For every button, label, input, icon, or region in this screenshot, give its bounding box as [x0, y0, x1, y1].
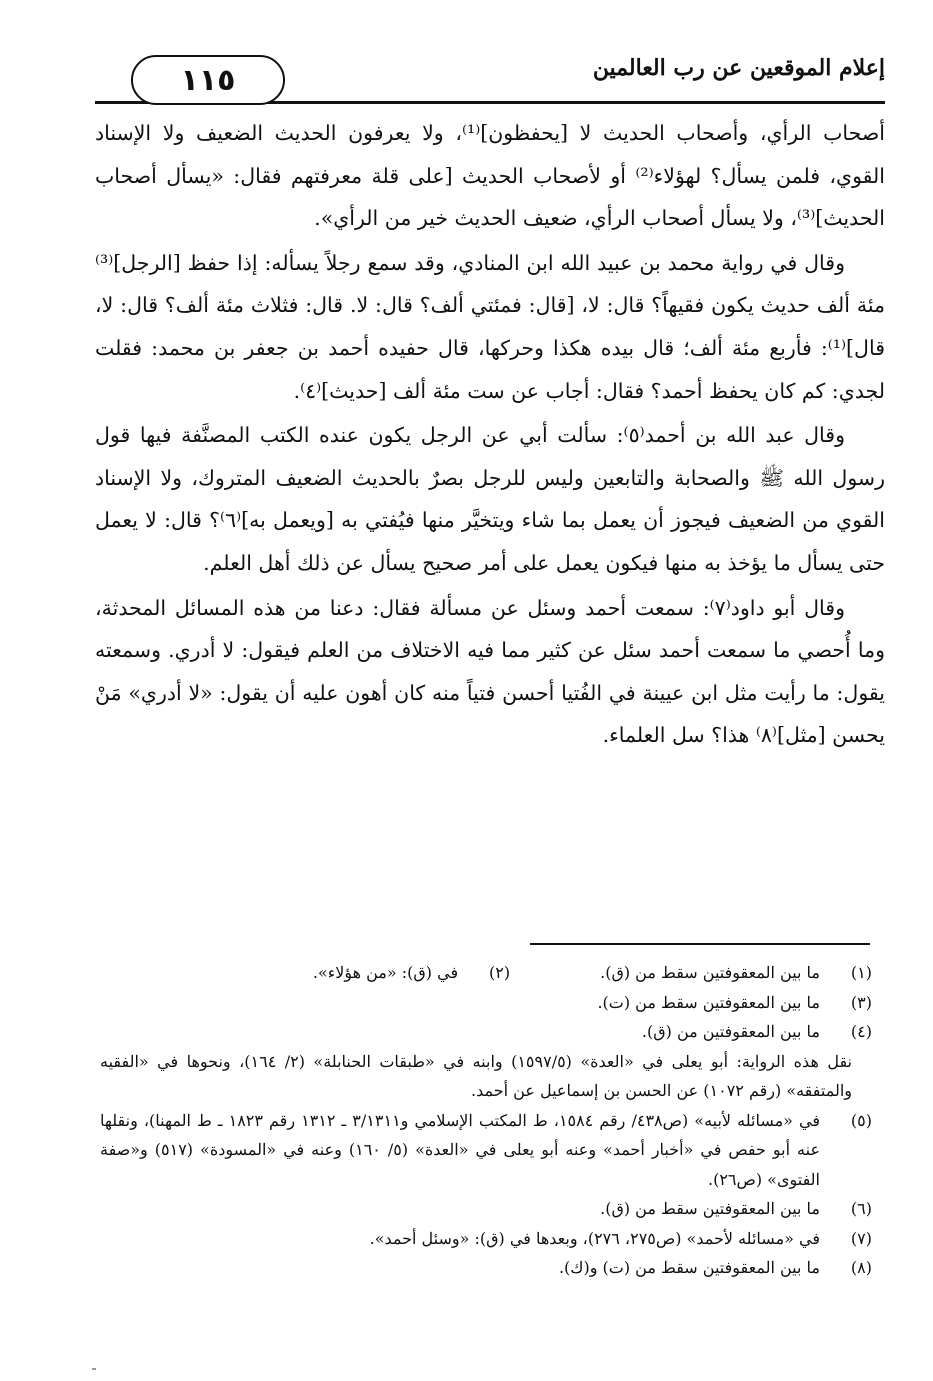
paragraph-1: أصحاب الرأي، وأصحاب الحديث لا [يحفظون]⁽¹⁾، ولا يعرفون الحديث الضعيف ولا الإسناد القوي، فلمن يسأل؟ لهؤلاء⁽²⁾ أو لأصحاب الحديث [على قلة معرفتهم فقال: «يسأل أصحاب الحديث]⁽³⁾، ولا يسأل أصحاب الرأي، ضعيف الحديث خير من الرأي». [95, 121, 885, 231]
footnote-text: ما بين المعقوفتين من (ق). [641, 1022, 820, 1041]
footnote-4 [100, 1017, 872, 1047]
footnote-text: ما بين المعقوفتين سقط من (ت) و(ك). [558, 1258, 820, 1277]
footnote-8 [100, 1253, 872, 1283]
footnote-number: (٥) [850, 1110, 872, 1130]
book-title: إعلام الموقعين عن رب العالمين [592, 55, 885, 81]
footnote-number: (٧) [850, 1228, 872, 1248]
paragraph-3: وقال عبد الله بن أحمد⁽٥⁾: سألت أبي عن الرجل يكون عنده الكتب المصنَّفة فيها قول رسول الله ﷺ والصحابة والتابعين وليس للرجل بصرٌ بالحديث الضعيف المتروك، ولا الإسناد القوي من الضعيف فيجوز أن يعمل بما شاء ويتخيَّر منها فيُفتي به [ويعمل به]⁽٦⁾؟ قال: لا يعمل حتى يسأل ما يؤخذ به منها فيكون يعمل على أمر صحيح يسأل عن ذلك أهل العلم. [95, 423, 885, 575]
paragraph-4: وقال أبو داود⁽٧⁾: سمعت أحمد وسئل عن مسألة فقال: دعنا من هذه المسائل المحدثة، وما أُحصي ما سمعت أحمد سئل عن كثير مما فيه الاختلاف من العلم فيقول: لا أدري. وسمعته يقول: ما رأيت مثل ابن عيينة في الفُتيا أحسن فتياً منه كان أهون عليه أن يقول: «لا أدري» مَنْ يحسن [مثل]⁽٨⁾ هذا؟ سل العلماء. [95, 595, 885, 748]
footnote-separator [530, 943, 870, 945]
footnote-4-continuation: نقل هذه الرواية: أبو يعلى في «العدة» (١٥٩٧/٥) وابنه في «طبقات الحنابلة» (٢/ ١٦٤)، ونحوها في «الفقيه والمتفقه» (رقم ١٠٧٢) عن الحسن بن إسماعيل عن أحمد. [100, 1051, 853, 1100]
footnote-text: ما بين المعقوفتين سقط من (ت). [597, 992, 820, 1012]
footnote-5 [100, 1106, 872, 1195]
footnote-7 [100, 1224, 872, 1254]
footnote-number: (٤) [850, 1022, 872, 1041]
footnote-text: في (ق): «من هؤلاء». [312, 963, 459, 982]
footnote-text: في «مسائله لأحمد» (ص٢٧٥، ٢٧٦)، وبعدها في (ق): «وسئل أحمد». [369, 1228, 820, 1248]
footnotes [100, 958, 872, 1283]
footnote-number: (٣) [850, 992, 872, 1012]
footnote-number: (٢) [489, 963, 511, 982]
footnote-number: (٨) [850, 1258, 872, 1277]
page-number: ١١٥ [131, 55, 285, 105]
footnote-row-1-2 [100, 958, 872, 988]
running-header [95, 45, 885, 105]
paragraph-2: وقال في رواية محمد بن عبيد الله ابن المنادي، وقد سمع رجلاً يسأله: إذا حفظ [الرجل]⁽³⁾ مئة ألف حديث يكون فقيهاً؟ قال: لا، [قال: فمئتي ألف؟ قال: لا. قال: فثلاث مئة ألف؟ قال: لا، قال]⁽¹⁾: فأربع مئة ألف؛ قال بيده هكذا وحركها، قال حفيده أحمد بن جعفر بن محمد: فقلت لجدي: كم كان يحفظ أحمد؟ فقال: أجاب عن ست مئة ألف [حديث]⁽٤⁾. [95, 250, 885, 403]
footnote-text: ما بين المعقوفتين سقط من (ق). [600, 1199, 820, 1218]
footnote-text: في «مسائله لأبيه» (ص٤٣٨/ رقم ١٥٨٤، ط المكتب الإسلامي و٣/١٣١١ ـ ١٣١٢ رقم ١٨٢٣ ـ ط المهنا)، ونقلها عنه أبو حفص في «أخبار أحمد» وعنه أبو يعلى في «العدة» (٥/ ١٦٠) وعنه في «المسودة» (٥١٧) و«صفة الفتوى» (ص٢٦). [100, 1110, 821, 1189]
footnote-2 [313, 958, 510, 988]
footnote-6 [100, 1194, 872, 1224]
footnote-number: (١) [850, 963, 872, 982]
footnote-3 [100, 988, 872, 1018]
footnote-1 [600, 958, 872, 988]
footnote-number: (٦) [850, 1199, 872, 1218]
footnote-text: ما بين المعقوفتين سقط من (ق). [600, 963, 820, 982]
main-text [95, 112, 885, 759]
scan-mark [92, 1368, 96, 1370]
